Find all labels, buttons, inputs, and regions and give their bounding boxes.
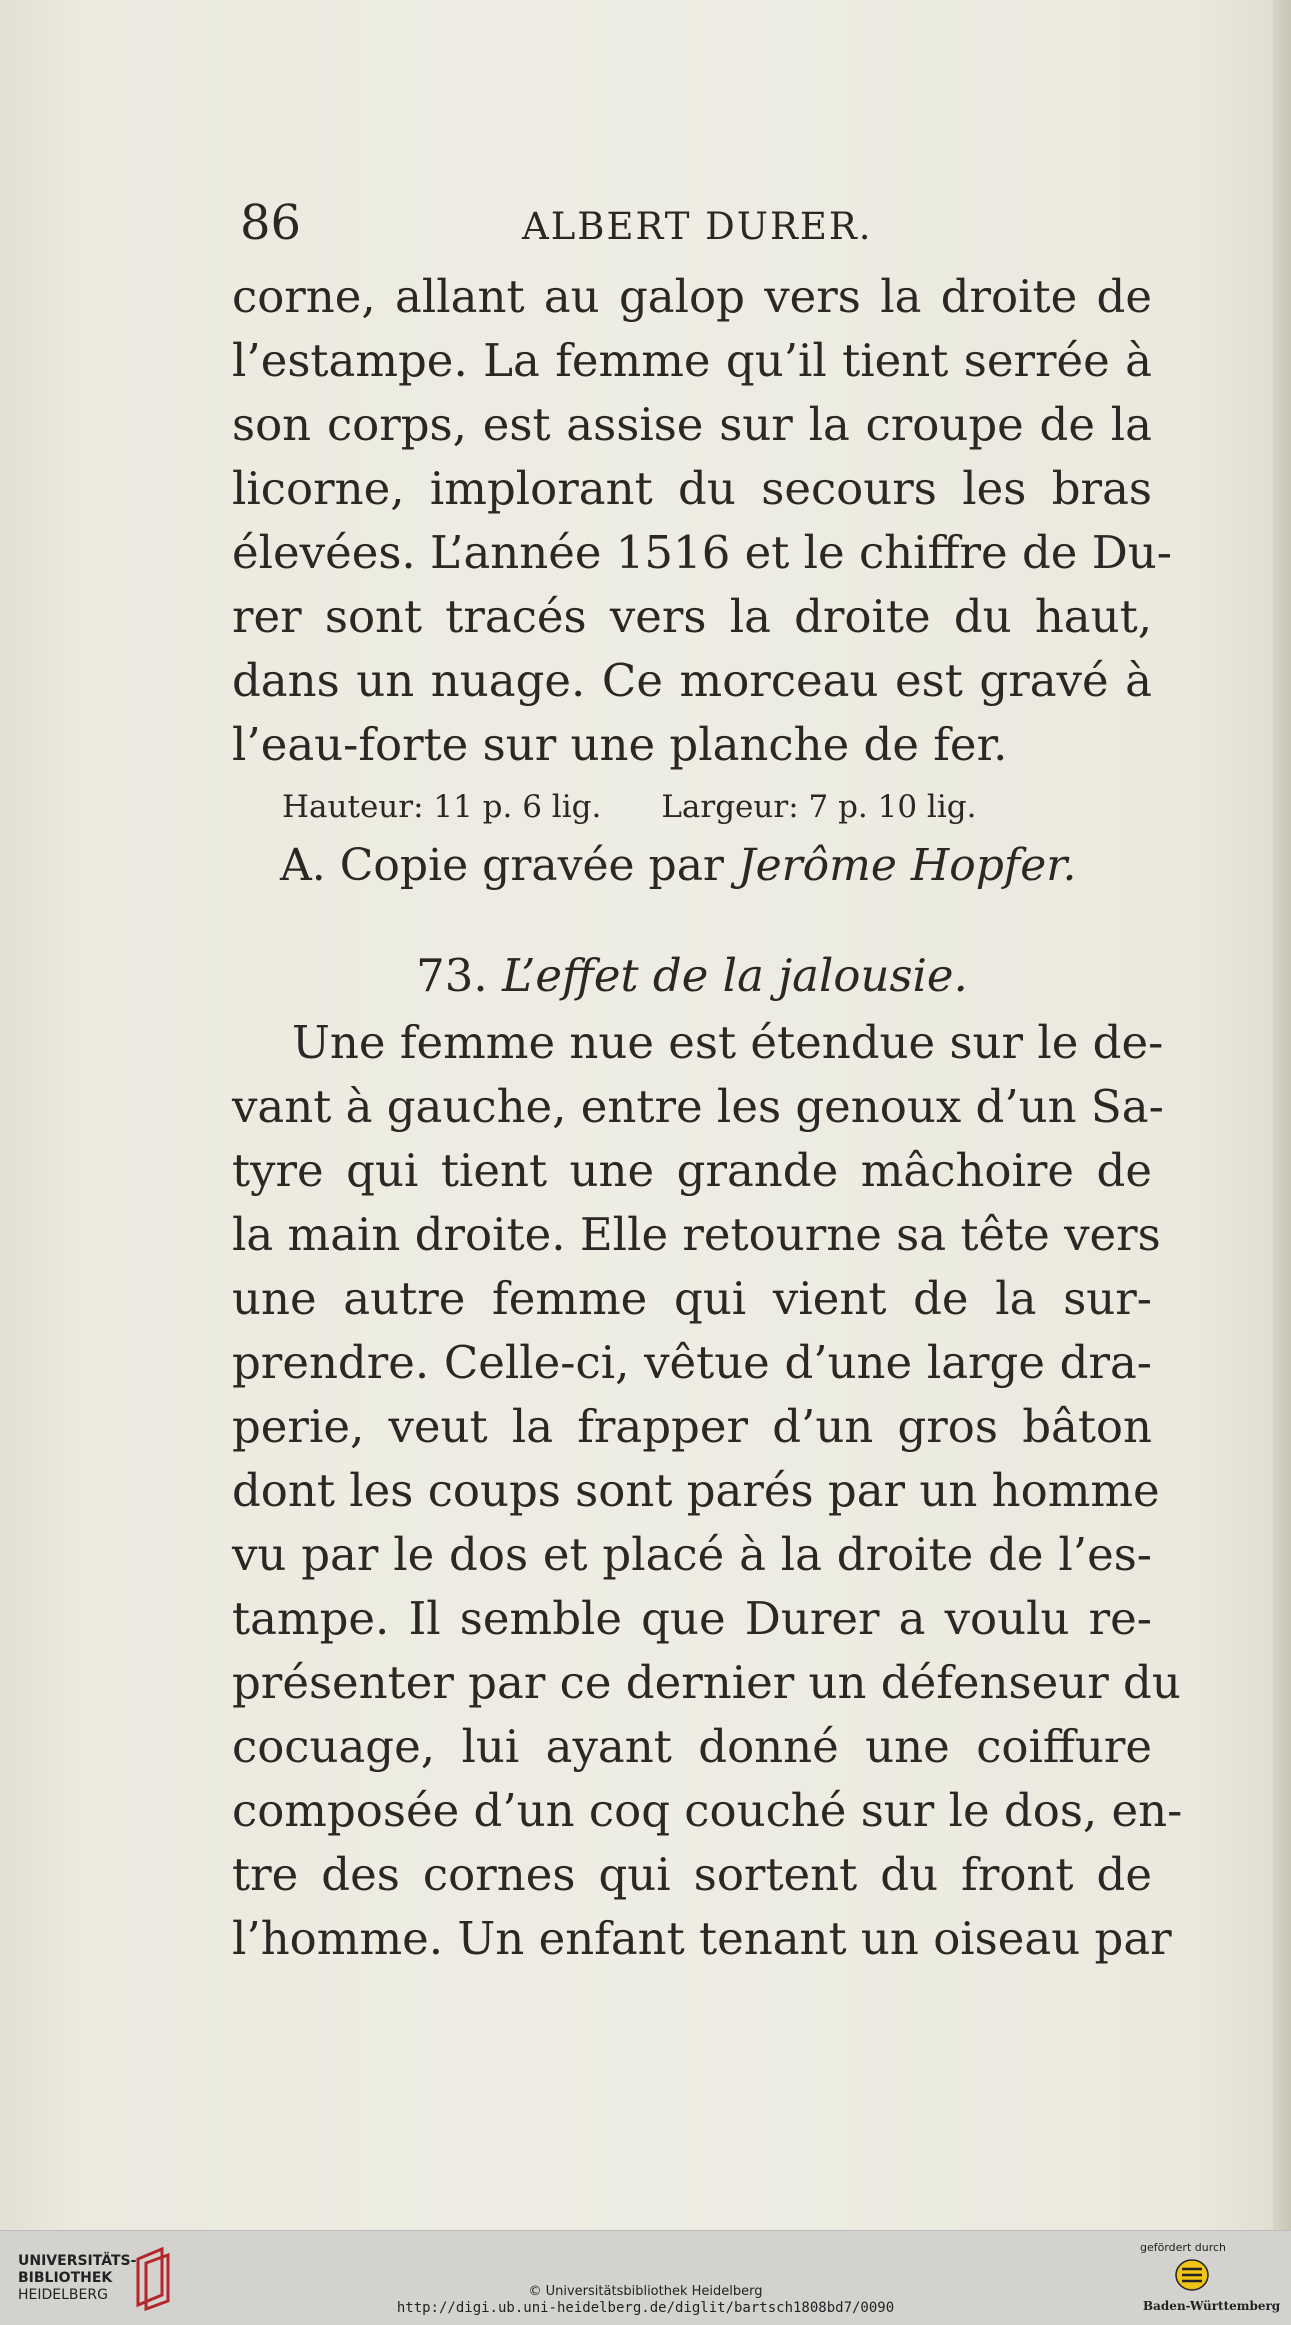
coat-of-arms-icon (1174, 2257, 1210, 2293)
paragraph-main (232, 1011, 1183, 1971)
page-number: 86 (240, 195, 302, 251)
text-line: la main droite. Elle retourne sa tête vers (232, 1208, 1161, 1261)
running-head (232, 195, 1152, 265)
dimension-width: Largeur: 7 p. 10 lig. (661, 789, 977, 825)
page-edge (1273, 0, 1291, 2230)
section-number: 73. (416, 949, 488, 1002)
text-line: Une femme nue est étendue sur le de- (292, 1016, 1164, 1069)
copy-note-engraver: Jerôme Hopfer. (737, 840, 1077, 891)
text-line: composée d’un coq couché sur le dos, en- (232, 1784, 1183, 1837)
text-line: l’eau-forte sur une planche de fer. (232, 718, 1008, 771)
funder-name: Baden-Württemberg (1143, 2299, 1281, 2313)
text-line: prendre. Celle-ci, vêtue d’une large dra- (232, 1336, 1152, 1389)
text-line: son corps, est assise sur la croupe de la (232, 398, 1152, 451)
text-line: une autre femme qui vient de la sur- (232, 1272, 1152, 1325)
page-text (232, 195, 1183, 1971)
permalink[interactable]: http://digi.ub.uni-heidelberg.de/diglit/bartsch1808bd7/0090 (396, 2300, 895, 2316)
text-line: perie, veut la frapper d’un gros bâton (232, 1400, 1152, 1453)
library-name-line2: BIBLIOTHEK (18, 2270, 113, 2286)
text-line: corne, allant au galop vers la droite de (232, 270, 1152, 323)
dimensions (232, 781, 1152, 833)
text-line: l’homme. Un enfant tenant un oiseau par (232, 1912, 1172, 1965)
section-heading (232, 941, 1152, 1011)
text-line: tre des cornes qui sortent du front de (232, 1848, 1152, 1901)
text-line: élevées. L’année 1516 et le chiffre de Du- (232, 526, 1172, 579)
library-name-line3: HEIDELBERG (18, 2287, 108, 2303)
running-title: ALBERT DURER. (522, 205, 873, 248)
paragraph-continued (232, 265, 1172, 777)
text-line: dans un nuage. Ce morceau est gravé à (232, 654, 1152, 707)
text-line: cocuage, lui ayant donné une coiffure (232, 1720, 1152, 1773)
text-line: tyre qui tient une grande mâchoire de (232, 1144, 1152, 1197)
dimension-height: Hauteur: 11 p. 6 lig. (282, 789, 602, 825)
text-line: présenter par ce dernier un défenseur du (232, 1656, 1181, 1709)
text-line: rer sont tracés vers la droite du haut, (232, 590, 1152, 643)
footer-bar (0, 2230, 1291, 2325)
copy-note-prefix: A. Copie gravée par (280, 840, 738, 891)
text-line: l’estampe. La femme qu’il tient serrée à (232, 334, 1152, 387)
text-line: dont les coups sont parés par un homme (232, 1464, 1160, 1517)
library-name-line1: UNIVERSITÄTS- (18, 2253, 137, 2269)
funded-by-label: gefördert durch (1140, 2241, 1227, 2254)
text-line: tampe. Il semble que Durer a voulu re- (232, 1592, 1152, 1645)
text-line: licorne, implorant du secours les bras (232, 462, 1152, 515)
copy-note (232, 833, 1152, 899)
text-line: vant à gauche, entre les genoux d’un Sa- (232, 1080, 1164, 1133)
section-title: L’effet de la jalousie. (502, 949, 968, 1002)
text-line: vu par le dos et placé à la droite de l’es- (232, 1528, 1152, 1581)
copyright-notice: © Universitätsbibliothek Heidelberg (528, 2284, 763, 2299)
